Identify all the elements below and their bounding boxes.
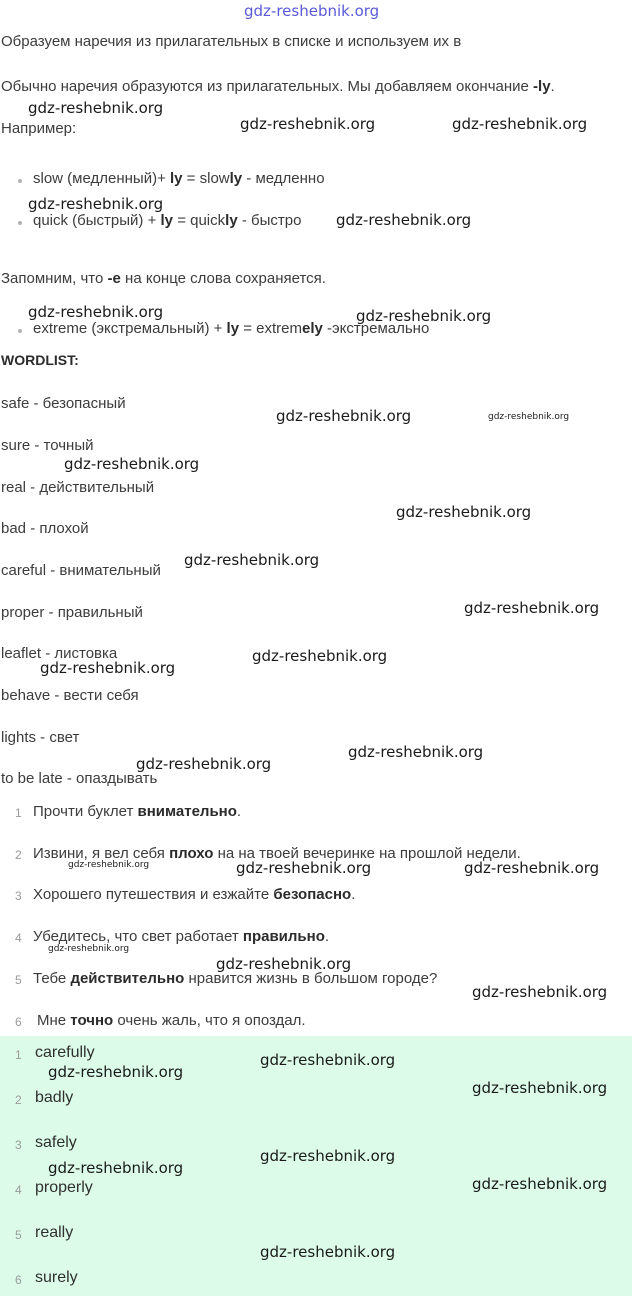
intro-line-2-text: Обычно наречия образуются из прилагательных. Мы добавляем окончание [1, 78, 534, 95]
watermark: gdz-reshebnik.org [464, 859, 600, 877]
example-bold: ly [170, 170, 183, 187]
sentence-bold: плохо [169, 845, 214, 862]
wordlist-item: sure - точный [1, 437, 94, 454]
sentence-text: Прочти буклет [33, 803, 138, 820]
wordlist-item: proper - правильный [1, 604, 143, 621]
watermark: gdz-reshebnik.org [48, 1159, 184, 1177]
sentence-text: Убедитесь, что свет работает [33, 928, 243, 945]
example-text: slow (медленный)+ [33, 170, 170, 187]
wordlist-item: to be late - опаздывать [1, 770, 158, 787]
sentence [33, 886, 355, 903]
watermark: gdz-reshebnik.org [136, 755, 272, 773]
watermark-top: gdz-reshebnik.org [244, 2, 380, 20]
answer-text: really [35, 1224, 74, 1241]
answer-number: 5 [15, 1228, 22, 1242]
sentence-bold: внимательно [137, 803, 237, 820]
example-text: = extrem [239, 320, 302, 337]
wordlist-item: lights - свет [1, 729, 80, 746]
watermark: gdz-reshebnik.org [276, 407, 412, 425]
watermark: gdz-reshebnik.org [348, 743, 484, 761]
watermark: gdz-reshebnik.org [472, 1175, 608, 1193]
answer-number: 2 [15, 1093, 22, 1107]
sentence [37, 1012, 306, 1029]
sentence-bold: действительно [70, 970, 185, 987]
wordlist-item: leaflet - листовка [1, 645, 118, 662]
sentence-text: на на твоей вечеринке на прошлой недели. [213, 845, 521, 862]
bullet-dot [18, 329, 22, 333]
sentence-number: 3 [15, 889, 22, 903]
sentence-bold: точно [70, 1012, 114, 1029]
intro-line-1: Образуем наречия из прилагательных в списке и используем их в [1, 33, 462, 50]
sentence-text: Извини, я вел себя [33, 845, 170, 862]
sentence-number: 6 [15, 1015, 22, 1029]
sentence-bold: правильно [242, 928, 325, 945]
sentence-text: . [324, 928, 330, 945]
wordlist-item: careful - внимательный [1, 562, 161, 579]
example-item [33, 212, 301, 229]
watermark: gdz-reshebnik.org [452, 115, 588, 133]
rule-bold: -e [107, 270, 121, 287]
answer-text: surely [35, 1269, 78, 1286]
example-bold: ly [229, 170, 243, 187]
wordlist-item: safe - безопасный [1, 395, 126, 412]
watermark: gdz-reshebnik.org [68, 860, 150, 870]
example-text: quick (быстрый) + [33, 212, 161, 229]
intro-line-2-end: . [550, 78, 555, 95]
watermark: gdz-reshebnik.org [64, 455, 200, 473]
intro-line-2-bold: -ly [533, 78, 551, 95]
wordlist-item: bad - плохой [1, 520, 89, 537]
watermark: gdz-reshebnik.org [472, 1079, 608, 1097]
example-text: - медленно [242, 170, 325, 187]
sentence-number: 5 [15, 973, 22, 987]
sentence-text: очень жаль, что я опоздал. [113, 1012, 306, 1029]
wordlist-item: behave - вести себя [1, 687, 139, 704]
watermark: gdz-reshebnik.org [28, 195, 164, 213]
sentence-number: 4 [15, 931, 22, 945]
example-item [33, 170, 325, 187]
watermark: gdz-reshebnik.org [396, 503, 532, 521]
watermark: gdz-reshebnik.org [252, 647, 388, 665]
example-text: - быстро [237, 212, 302, 229]
watermark: gdz-reshebnik.org [260, 1243, 396, 1261]
answer-text: safely [35, 1134, 77, 1151]
answer-number: 6 [15, 1273, 22, 1287]
answer-number: 4 [15, 1183, 22, 1197]
sentence-number: 2 [15, 848, 22, 862]
watermark: gdz-reshebnik.org [464, 599, 600, 617]
watermark: gdz-reshebnik.org [28, 99, 164, 117]
example-text: -экстремально [322, 320, 430, 337]
watermark: gdz-reshebnik.org [260, 1051, 396, 1069]
example-text: extreme (экстремальный) + [33, 320, 227, 337]
answer-text: carefully [35, 1044, 95, 1061]
example-bold: ly [226, 320, 240, 337]
watermark: gdz-reshebnik.org [240, 115, 376, 133]
sentence [33, 928, 329, 945]
bullet-dot [18, 179, 22, 183]
answer-number: 3 [15, 1138, 22, 1152]
wordlist-title: WORDLIST: [1, 352, 79, 368]
sentence-text: . [236, 803, 242, 820]
sentence-bold: безопасно [273, 886, 352, 903]
watermark: gdz-reshebnik.org [216, 955, 352, 973]
example-bold: ly [160, 212, 174, 229]
sentence-text: нравится жизнь в большом городе? [184, 970, 438, 987]
answer-text: badly [35, 1089, 74, 1106]
example-bold: ly [225, 212, 238, 229]
wordlist-item: real - действительный [1, 479, 155, 496]
watermark: gdz-reshebnik.org [336, 211, 472, 229]
watermark: gdz-reshebnik.org [356, 307, 492, 325]
sentence-text: Тебе [33, 970, 71, 987]
watermark: gdz-reshebnik.org [236, 859, 372, 877]
example-text: = slow [182, 170, 230, 187]
example-label: Например: [1, 120, 77, 137]
watermark: gdz-reshebnik.org [28, 303, 164, 321]
rule-text [1, 270, 326, 287]
sentence-text: . [351, 886, 356, 903]
watermark: gdz-reshebnik.org [488, 412, 570, 422]
sentence-text: Хорошего путешествия и езжайте [33, 886, 274, 903]
sentence [33, 803, 241, 820]
watermark: gdz-reshebnik.org [48, 1063, 184, 1081]
watermark: gdz-reshebnik.org [48, 944, 130, 954]
example-bold: ely [302, 320, 323, 337]
watermark: gdz-reshebnik.org [472, 983, 608, 1001]
intro-line-2 [1, 78, 555, 95]
rule-pre: Запомним, что [1, 270, 108, 287]
bullet-dot [18, 221, 22, 225]
example-text: = quick [173, 212, 226, 229]
answer-text: properly [35, 1179, 93, 1196]
watermark: gdz-reshebnik.org [40, 659, 176, 677]
sentence-number: 1 [15, 806, 22, 820]
sentence-text: Мне [37, 1012, 71, 1029]
rule-post: на конце слова сохраняется. [120, 270, 326, 287]
answer-number: 1 [15, 1048, 22, 1062]
watermark: gdz-reshebnik.org [260, 1147, 396, 1165]
watermark: gdz-reshebnik.org [184, 551, 320, 569]
